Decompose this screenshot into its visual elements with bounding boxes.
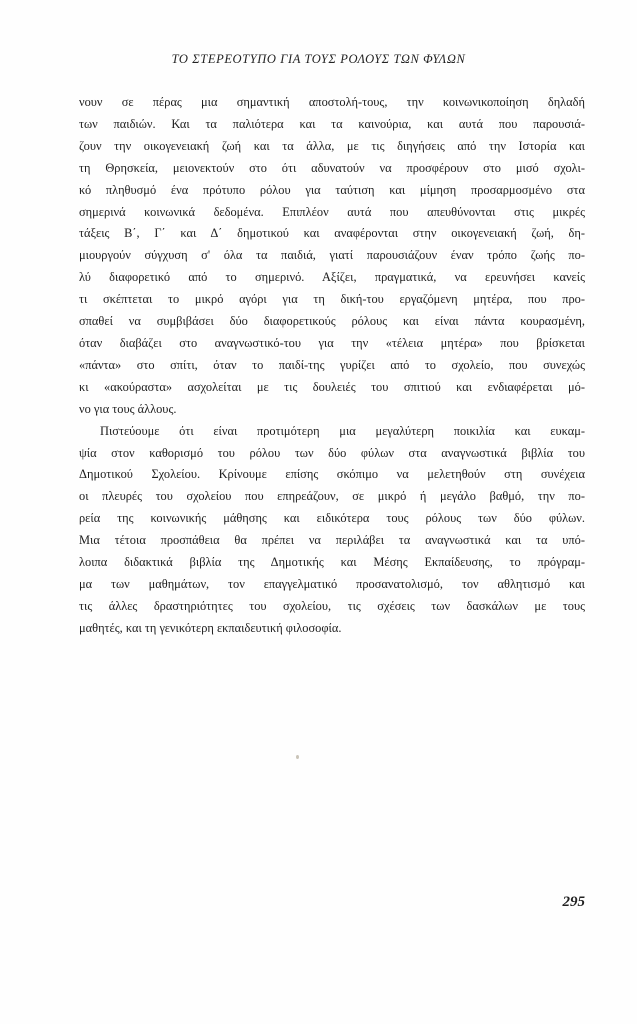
running-head-title: ΤΟ ΣΤΕΡΕΟΤΥΠΟ ΓΙΑ ΤΟΥΣ ΡΟΛΟΥΣ ΤΩΝ ΦΥΛΩΝ <box>171 52 466 66</box>
text-line: μιουργούν σύγχυση σ' όλα τα παιδιά, γιατί παρουσιάζουν έναν τρόπο ζωής πο- <box>79 248 585 263</box>
text-line: σπαθεί να συμβιβάσει δύο διαφορετικούς ρόλους και είναι πάντα κουρασμένη, <box>79 314 585 329</box>
text-line: μαθητές, και τη γενικότερη εκπαιδευτική φιλοσοφία. <box>79 620 342 635</box>
text-line: οι πλευρές του σχολείου που επηρεάζουν, σε μικρό ή μεγάλο βαθμό, την πο- <box>79 489 585 504</box>
text-line: ψία στον καθορισμό του ρόλου των δύο φύλων στα αναγνωστικά βιβλία του <box>79 445 585 460</box>
text-line: λύ διαφορετικό από το σημερινό. Αξίζει, πραγματικά, να ερευνήσει κανείς <box>79 270 585 285</box>
text-line: μα των μαθημάτων, τον επαγγελματικό προσανατολισμό, τον αθλητισμό και <box>79 576 585 591</box>
text-line: Μια τέτοια προσπάθεια θα πρέπει να περιλάβει τα αναγνωστικά και τα υπό- <box>79 533 585 548</box>
text-line: νουν σε πέρας μια σημαντική αποστολή-τους, την κοινωνικοποίηση δηλαδή <box>79 95 585 109</box>
text-line: λοιπα διδακτικά βιβλία της Δημοτικής και Μέσης Εκπαίδευσης, το πρόγραμ- <box>79 555 585 570</box>
text-line: τη Θρησκεία, μειονεκτούν στο ότι αδυνατούν να προσφέρουν στο μισό σχολι- <box>79 160 585 175</box>
body-text <box>79 92 585 640</box>
text-line: όταν διαβάζει στο αναγνωστικό-του για την «τέλεια μητέρα» που βρίσκεται <box>79 335 585 350</box>
text-line: «πάντα» στο σπίτι, όταν το παιδί-της γυρίζει από το σχολείο, που συνεχώς <box>79 357 585 372</box>
text-line: τις άλλες δραστηριότητες του σχολείου, τις σχέσεις των δασκάλων με τους <box>79 598 585 613</box>
text-line: κό πληθυσμό ένα πρότυπο ρόλου για ταύτιση και μίμηση προσαρμοσμένο στα <box>79 182 585 197</box>
text-line: νο για τους άλλους. <box>79 401 177 416</box>
text-line: ζουν την οικογενειακή ζωή και τα άλλα, με τις διηγήσεις από την Ιστορία και <box>79 138 585 153</box>
paragraph-1 <box>79 92 585 421</box>
text-line: ρεία της κοινωνικής μάθησης και ειδικότερα τους ρόλους των δύο φύλων. <box>79 511 585 526</box>
text-line: σημερινά κοινωνικά δεδομένα. Επιπλέον αυτά που απευθύνονται στις μικρές <box>79 204 585 219</box>
text-line: Δημοτικού Σχολείου. Κρίνουμε επίσης σκόπιμο να μελετηθούν στη συνέχεια <box>79 467 585 482</box>
text-line: τι σκέπτεται το μικρό αγόρι για τη δική-του εργαζόμενη μητέρα, που προ- <box>79 292 585 307</box>
page-number: 295 <box>562 894 585 910</box>
text-line: Πιστεύουμε ότι είναι προτιμότερη μια μεγαλύτερη ποικιλία και ευκαμ- <box>100 423 585 438</box>
paragraph-2 <box>79 421 585 640</box>
paper-speck <box>296 755 299 759</box>
text-line: των παιδιών. Και τα παλιότερα και τα καινούρια, και αυτά που παρουσιά- <box>79 116 585 131</box>
text-line: κι «ακούραστα» ασχολείται με τις δουλειές του σπιτιού και ενδιαφέρεται μό- <box>79 379 585 394</box>
text-line: τάξεις Β΄, Γ΄ και Δ΄ δημοτικού και αναφέρονται στην οικογενειακή ζωή, δη- <box>79 226 585 241</box>
